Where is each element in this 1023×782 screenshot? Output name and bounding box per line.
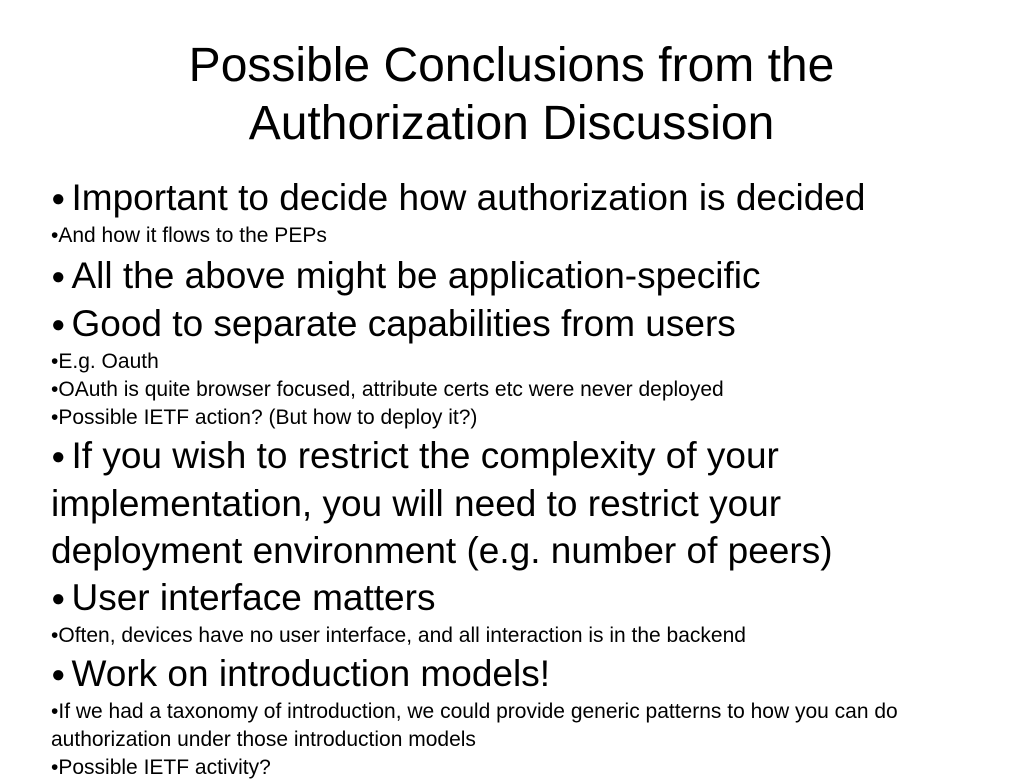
sub-bullet-text: E.g. Oauth (58, 350, 159, 373)
sub-bullet-dot-icon: • (51, 624, 59, 647)
slide-body (51, 174, 981, 782)
slide-title (0, 37, 1023, 153)
bullet-item (51, 650, 981, 698)
sub-bullet-text: OAuth is quite browser focused, attribute certs etc were never deployed (58, 378, 724, 401)
slide-title-line-1: Possible Conclusions from the (188, 39, 835, 92)
slide-title-line-2: Authorization Discussion (248, 97, 775, 150)
sub-bullet-text: Often, devices have no user interface, and all interaction is in the backend (58, 624, 746, 647)
bullet-item (51, 574, 981, 622)
bullet-text: Work on introduction models! (71, 653, 550, 694)
sub-bullet-item (51, 404, 981, 432)
bullet-text: If you wish to restrict the complexity of your implementation, you will need to restrict your deployment environment (e.g. number of peers) (51, 435, 833, 571)
bullet-dot-icon: ● (51, 263, 66, 290)
sub-bullet-dot-icon: • (51, 700, 59, 723)
sub-bullet-item (51, 622, 981, 650)
sub-bullet-dot-icon: • (51, 224, 59, 247)
bullet-item (51, 174, 981, 222)
bullet-dot-icon: ● (51, 661, 66, 688)
bullet-item (51, 252, 981, 300)
sub-bullet-dot-icon: • (51, 350, 59, 373)
sub-bullet-item (51, 348, 981, 376)
sub-bullet-dot-icon: • (51, 756, 59, 779)
sub-bullet-item (51, 698, 981, 754)
bullet-dot-icon: ● (51, 585, 66, 612)
bullet-item (51, 300, 981, 348)
sub-bullet-text: Possible IETF activity? (58, 756, 271, 779)
sub-bullet-text: And how it flows to the PEPs (58, 224, 327, 247)
sub-bullet-dot-icon: • (51, 406, 59, 429)
sub-bullet-text: Possible IETF action? (But how to deploy it?) (58, 406, 478, 429)
sub-bullet-text: If we had a taxonomy of introduction, we could provide generic patterns to how you can do authorization under those introduction models (51, 700, 898, 751)
bullet-dot-icon: ● (51, 311, 66, 338)
bullet-dot-icon: ● (51, 185, 66, 212)
bullet-dot-icon: ● (51, 443, 66, 470)
bullet-text: Good to separate capabilities from users (71, 303, 736, 344)
bullet-item (51, 432, 981, 574)
sub-bullet-item (51, 222, 981, 250)
sub-bullet-dot-icon: • (51, 378, 59, 401)
bullet-text: All the above might be application-specific (71, 255, 761, 296)
sub-bullet-item (51, 754, 981, 782)
bullet-text: Important to decide how authorization is decided (71, 177, 866, 218)
bullet-text: User interface matters (71, 577, 436, 618)
sub-bullet-item (51, 376, 981, 404)
